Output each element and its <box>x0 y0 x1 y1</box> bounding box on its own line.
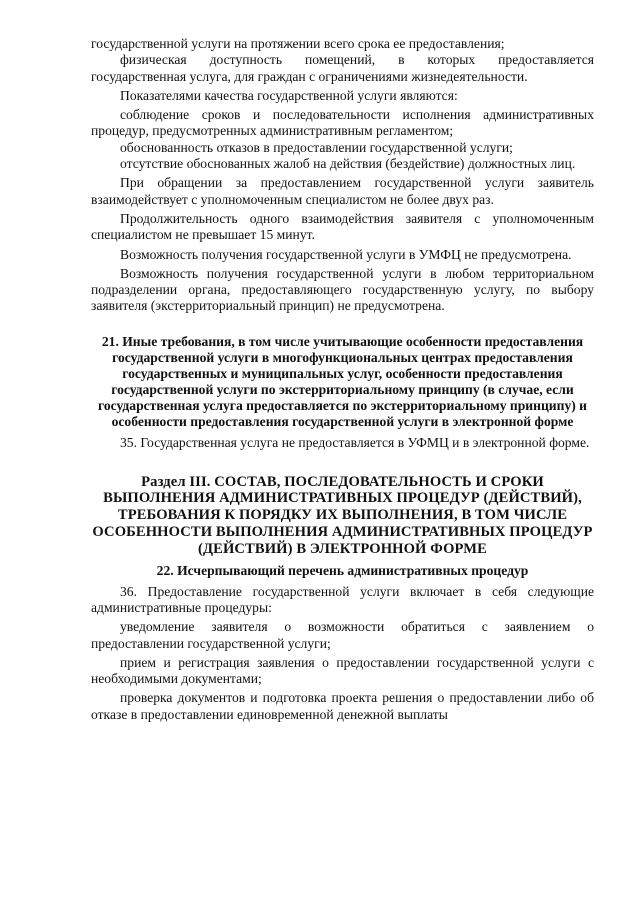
paragraph-interactions-count: При обращении за предоставлением государственной услуги заявитель взаимодействует с уполномоченным специалистом не более двух раз. <box>91 175 594 207</box>
paragraph-35: 35. Государственная услуга не предоставляется в УФМЦ и в электронной форме. <box>120 435 590 451</box>
paragraph-extraterritorial: Возможность получения государственной услуги в любом территориальном подразделении органа, предоставляющего государственную услугу, по выбору заявителя (экстерриториальный принцип) не предусмотрена. <box>91 265 594 314</box>
paragraph-no-complaints: отсутствие обоснованных жалоб на действия (бездействие) должностных лиц. <box>120 156 576 172</box>
paragraph-notify-applicant: уведомление заявителя о возможности обратиться с заявлением о предоставлении государственной услуги; <box>91 619 594 651</box>
paragraph-physical-access: физическая доступность помещений, в которых предоставляется государственная услуга, для граждан с ограничениями жизнедеятельности. <box>91 52 594 84</box>
paragraph-interaction-duration: Продолжительность одного взаимодействия заявителя с уполномоченным специалистом не превышает 15 минут. <box>91 210 594 243</box>
paragraph-check-documents: проверка документов и подготовка проекта решения о предоставлении либо об отказе в предоставлении единовременной денежной выплаты <box>91 690 594 722</box>
section-3-heading: Раздел III. СОСТАВ, ПОСЛЕДОВАТЕЛЬНОСТЬ И СРОКИ ВЫПОЛНЕНИЯ АДМИНИСТРАТИВНЫХ ПРОЦЕДУР (ДЕЙСТВИЙ), ТРЕБОВАНИЯ К ПОРЯДКУ ИХ ВЫПОЛНЕНИЯ, В ТОМ ЧИСЛЕ ОСОБЕННОСТИ ВЫПОЛНЕНИЯ АДМИНИСТРАТИВНЫХ ПРОЦЕДУР (ДЕЙСТВИЙ) В ЭЛЕКТРОННОЙ ФОРМЕ <box>92 473 593 557</box>
paragraph-receive-register: прием и регистрация заявления о предоставлении государственной услуги с необходимыми документами; <box>91 654 594 687</box>
paragraph-36: 36. Предоставление государственной услуги включает в себя следующие административные процедуры: <box>91 583 594 615</box>
heading-section-21: 21. Иные требования, в том числе учитывающие особенности предоставления государственной услуги в многофункциональных центрах предоставления государственных и муниципальных услуг, особенности предоставления государственной услуги по экстерриториальному принципу (в случае, если государственная услуга предоставляется по экстерриториальному принципу) и особенности предоставления государственной услуги в электронной форме <box>97 333 587 430</box>
paragraph-deadlines: соблюдение сроков и последовательности исполнения административных процедур, предусмотренных административным регламентом; <box>91 107 594 139</box>
heading-section-22: 22. Исчерпывающий перечень административных процедур <box>156 562 529 578</box>
paragraph-service-term: государственной услуги на протяжении всего срока ее предоставления; <box>91 36 505 51</box>
paragraph-umfc-availability: Возможность получения государственной услуги в УМФЦ не предусмотрена. <box>120 246 572 262</box>
document-body <box>91 36 594 723</box>
paragraph-refusal-justification: обоснованность отказов в предоставлении государственной услуги; <box>120 139 513 155</box>
paragraph-quality-indicators: Показателями качества государственной услуги являются: <box>120 87 458 103</box>
